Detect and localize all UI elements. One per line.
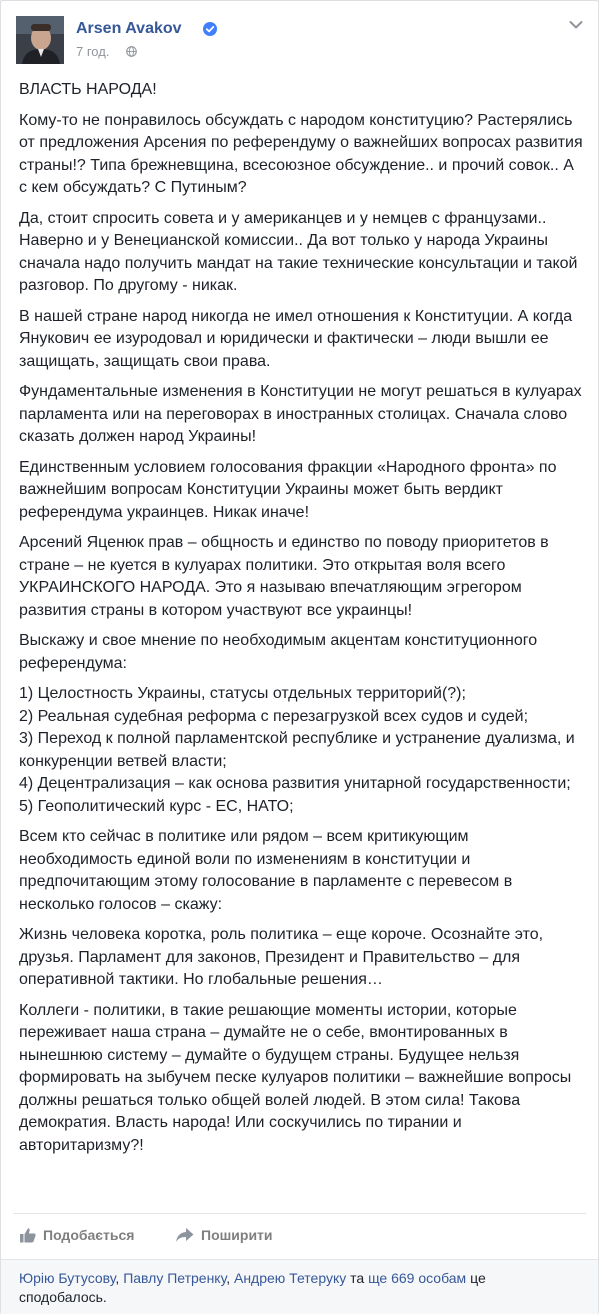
like-button[interactable]	[19, 1223, 134, 1247]
liker-link[interactable]: Андрею Тетеруку	[233, 1270, 347, 1286]
priority-list	[19, 683, 585, 818]
post-paragraph: Единственным условием голосования фракции «Народного фронта» по важнейшим вопросам Конституции Украины может быть вердикт референдума украинцев. Никак иначе!	[19, 458, 557, 521]
share-button[interactable]	[175, 1223, 273, 1247]
list-item: 4) Децентрализация – как основа развития унитарной государственности;	[19, 775, 571, 792]
list-item: 1) Целостность Украины, статусы отдельных территорий(?);	[19, 685, 466, 702]
liker-link[interactable]: Павлу Петренку	[123, 1270, 227, 1286]
post-paragraph: ВЛАСТЬ НАРОДА!	[19, 81, 157, 98]
chevron-down-icon[interactable]	[569, 20, 583, 30]
liker-link[interactable]: Юрію Бутусову	[19, 1270, 116, 1286]
like-label: Подобається	[43, 1227, 135, 1243]
post-header	[16, 16, 583, 68]
likes-summary	[1, 1259, 598, 1314]
author-name[interactable]: Arsen Avakov	[76, 20, 182, 37]
post-paragraph: В нашей стране народ никогда не имел отношения к Конституции. А когда Янукович ее изуродовал и юридически и фактически – люди вышли ее защищать, защищать свои права.	[19, 307, 573, 370]
post-timestamp[interactable]: 7 год.	[76, 44, 110, 59]
share-arrow-icon	[175, 1226, 195, 1244]
list-item: 3) Переход к полной парламентской республике и устранение дуализма, и конкуренции ветвей власти;	[19, 730, 575, 770]
likes-suffix: це сподобалось.	[19, 1270, 486, 1305]
verified-badge-icon	[203, 22, 217, 36]
likes-separator: ,	[115, 1270, 124, 1286]
avatar-image	[16, 16, 64, 64]
avatar[interactable]	[16, 16, 64, 64]
post-paragraph: Коллеги - политики, в такие решающие моменты истории, которые переживает наша страна – думайте не о себе, вмонтированных в нынешнюю систему – думайте о будущем страны. Будущее нельзя формировать на зыбучем песке кулуаров политики – важнейшие вопросы должны решаться только общей волей людей. В этом сила! Такова демократия. Власть народа! Или соскучились по тирании и авторитаризму?!	[19, 1001, 572, 1154]
share-label: Поширити	[201, 1227, 273, 1243]
others-liked-link[interactable]: ще 669 особам	[368, 1270, 467, 1286]
thumbs-up-icon	[19, 1226, 37, 1244]
post-paragraph: Арсений Яценюк прав – общность и единство по поводу приоритетов в стране – не куется в кулуарах политики. Это открытая воля всего УКРАИНСКОГО НАРОДА. Это я называю впечатляющим эгрегором развития страны в котором участвуют все украинцы!	[19, 534, 549, 619]
likes-conjunction: та	[346, 1270, 369, 1286]
post-paragraph: Жизнь человека коротка, роль политика – еще короче. Осознайте это, друзья. Парламент для законов, Президент и Правительство – для оперативной тактики. Но глобальные решения…	[19, 926, 544, 988]
post-paragraph: Всем кто сейчас в политике или рядом – всем критикующим необходимость единой воли по изменениям в конституции и предпочитающим этому голосование в парламенте с перевесом в несколько голосов – скажу:	[19, 828, 513, 913]
globe-icon	[126, 46, 137, 57]
list-item: 5) Геополитический курс - ЕС, НАТО;	[19, 797, 294, 815]
post-paragraph: Да, стоит спросить совета и у американцев и у немцев с французами.. Наверно и у Венецианской комиссии.. Да вот только у народа Украины сначала надо получить мандат на такие технические консультации и такой разговор. По другому - никак.	[19, 209, 578, 294]
likes-text	[19, 1269, 519, 1307]
list-item: 2) Реальная судебная реформа с перезагрузкой всех судов и судей;	[19, 707, 529, 725]
post-paragraph: Фундаментальные изменения в Конституции не могут решаться в кулуарах парламента или на переговорах в иностранных столицах. Сначала слово сказать должен народ Украины!	[19, 383, 582, 445]
likes-separator: ,	[226, 1270, 234, 1286]
post-actions	[1, 1213, 598, 1259]
post-text	[19, 79, 585, 1165]
divider	[13, 1213, 586, 1214]
post-paragraph: Кому-то не понравилось обсуждать с народом конституцию? Растерялись от предложения Арсения по референдуму о важнейших вопросах развития страны!? Типа брежневщина, всесоюзное обсуждение.. и прочий совок.. А с кем обсуждать? С Путиным?	[19, 111, 583, 196]
post-paragraph: Выскажу и свое мнение по необходимым акцентам конституционного референдума:	[19, 632, 538, 672]
